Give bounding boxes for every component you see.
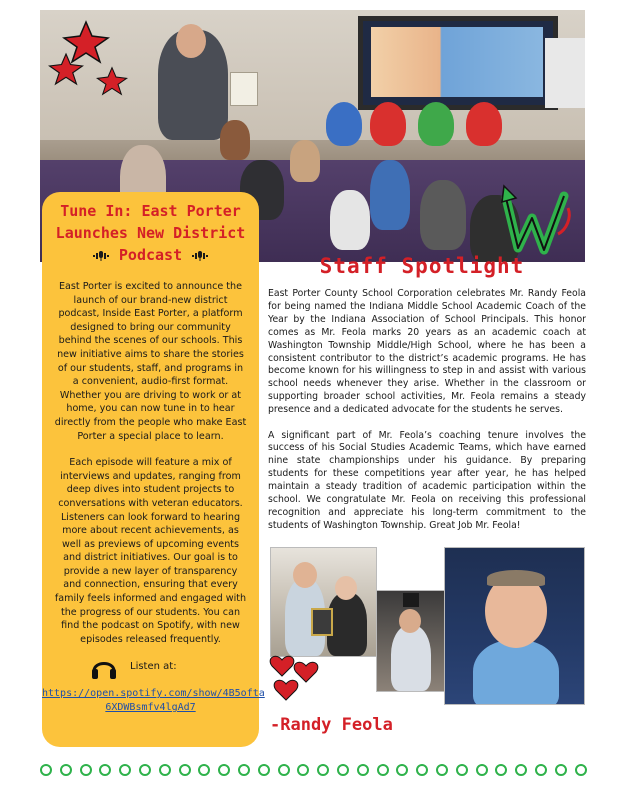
dot-ornament: [377, 764, 389, 776]
dot-ornament: [139, 764, 151, 776]
dot-ornament: [218, 764, 230, 776]
heart-icon: [266, 650, 326, 704]
dot-ornament: [198, 764, 210, 776]
dot-ornament: [80, 764, 92, 776]
podcast-paragraph: Each episode will feature a mix of interviews and updates, ranging from deep dives into student projects to conversations with veteran educators. Listeners can look forward to hearing more about recent achievements, as well as previews of upcoming events and district initiatives. Our goal is to provide a new layer of transparency and connection, ensuring that every family feels informed and engaged with the progress of our students. You can find the podcast on Spotify, with new episodes released frequently.: [54, 457, 247, 645]
dot-border: [40, 764, 600, 778]
podcast-body: [54, 280, 247, 659]
spotlight-body: [268, 288, 586, 545]
dot-ornament: [40, 764, 52, 776]
dot-ornament: [555, 764, 567, 776]
dot-ornament: [515, 764, 527, 776]
dot-ornament: [317, 764, 329, 776]
dot-ornament: [535, 764, 547, 776]
microphone-icon: [92, 250, 110, 262]
spotlight-paragraph: A significant part of Mr. Feola’s coaching tenure involves the success of his Social Studies Academic Teams, which have earned nine state championships under his guidance. By preparing students for these competitions year after year, he has helped maintain a steady tradition of academic participation within the school. We congratulate Mr. Feola on receiving this professional recognition and appreciate his long-term commitment to the students of Washington Township. Great Job Mr. Feola!: [268, 429, 586, 531]
spotify-link-line2[interactable]: 6XDWBsmfv4lgAd7: [105, 702, 196, 713]
dot-ornament: [238, 764, 250, 776]
dot-ornament: [575, 764, 587, 776]
dot-ornament: [119, 764, 131, 776]
dot-ornament: [476, 764, 488, 776]
dot-ornament: [436, 764, 448, 776]
podcast-paragraph: East Porter is excited to announce the launch of our brand-new district podcast, Inside East Porter, a platform designed to bring our community behind the scenes of our schools. This new initiative aims to share the stories of our students, staff, and programs in a convenient, audio-first format. Whether you are driving to work or at home, you can now tune in to hear directly from the people who make East Porter a special place to learn.: [54, 281, 247, 442]
dot-ornament: [297, 764, 309, 776]
headphones-icon: [90, 655, 118, 681]
podcast-title: [42, 200, 259, 266]
spotlight-title: Staff Spotlight: [319, 254, 525, 278]
listen-row: [90, 655, 250, 685]
dot-ornament: [179, 764, 191, 776]
portrait-photo: [444, 547, 585, 705]
listen-label: Listen at:: [130, 661, 177, 672]
spotify-link-line1[interactable]: https://open.spotify.com/show/4B5ofta: [42, 688, 265, 699]
podcast-title-line2: Launches New District: [55, 224, 246, 242]
dot-ornament: [357, 764, 369, 776]
dot-ornament: [495, 764, 507, 776]
spotify-link[interactable]: [42, 687, 265, 715]
star-doodle-icon: [96, 66, 128, 96]
podcast-title-line3: Podcast: [118, 246, 183, 264]
dot-ornament: [416, 764, 428, 776]
dot-ornament: [258, 764, 270, 776]
dot-ornament: [337, 764, 349, 776]
star-doodle-icon: [48, 52, 84, 86]
podcast-title-line1: Tune In: East Porter: [60, 202, 241, 220]
dot-ornament: [396, 764, 408, 776]
dot-ornament: [159, 764, 171, 776]
signature: -Randy Feola: [270, 715, 393, 735]
dot-ornament: [456, 764, 468, 776]
dot-ornament: [99, 764, 111, 776]
award-photo: [270, 547, 377, 657]
spotlight-paragraph: East Porter County School Corporation celebrates Mr. Randy Feola for being named the Indiana Middle School Academic Coach of the Year by the Indiana Association of School Principals. This honor comes as Mr. Feola marks 20 years as an academic coach at Washington Township Middle/High School, where he has been a consistent contributor to the district’s academic programs. He has become known for his willingness to step in and assist with various school needs whenever they arise. Whether in the classroom or supporting broader school activities, Mr. Feola remains a steady presence and a dedicated advocate for the students he serves.: [268, 288, 586, 416]
microphone-icon: [191, 250, 209, 262]
dot-ornament: [60, 764, 72, 776]
trophy-photo: [376, 590, 446, 692]
dot-ornament: [278, 764, 290, 776]
